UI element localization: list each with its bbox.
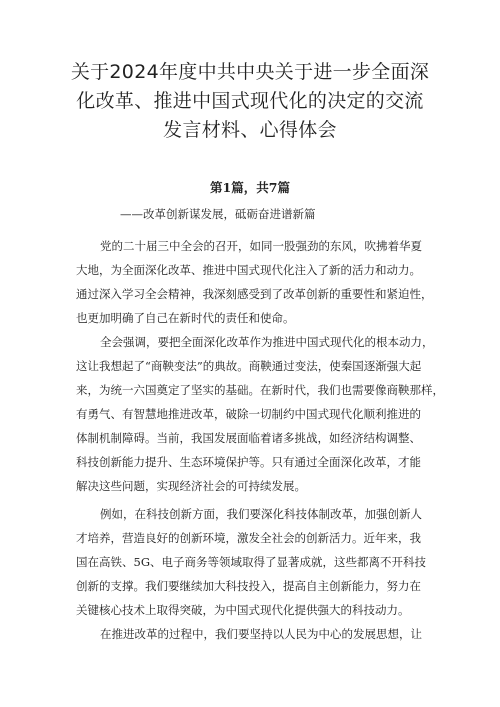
paragraph-line: 才培养，营造良好的创新环境，激发全社会的创新活力。近年来，我 bbox=[76, 531, 421, 545]
title-line-3: 发言材料、心得体会 bbox=[163, 119, 337, 141]
paragraph-line: 体制机制障碍。当前，我国发展面临着诸多挑战，如经济结构调整、 bbox=[76, 431, 421, 445]
paragraph-line: 在推进改革的过程中，我们要坚持以人民为中心的发展思想，让 bbox=[100, 627, 422, 641]
paragraph-line: 有勇气、有智慧地推进改革，破除一切制约中国式现代化顺利推进的 bbox=[76, 407, 421, 421]
paragraph-line: 科技创新能力提升、生态环境保护等。只有通过全面深化改革，才能 bbox=[76, 455, 421, 469]
paragraph-line: 也更加明确了自己在新时代的责任和使命。 bbox=[76, 311, 295, 325]
paragraph-line: 创新的支撑。我们要继续加大科技投入，提高自主创新能力，努力在 bbox=[76, 579, 421, 593]
document-title bbox=[60, 58, 440, 145]
part-label: 第1篇，共7篇 bbox=[210, 180, 290, 195]
paragraph-line: 这让我想起了“商鞅变法”的典故。商鞅通过变法，使秦国逐渐强大起 bbox=[76, 359, 422, 373]
paragraph-3 bbox=[76, 502, 434, 622]
paragraph-line: 通过深入学习全会精神，我深刻感受到了改革创新的重要性和紧迫性， bbox=[76, 287, 433, 301]
paragraph-line: 国在高铁、5G、电子商务等领域取得了显著成就，这些都离不开科技 bbox=[76, 555, 426, 569]
paragraph-line: 党的二十届三中全会的召开，如同一股强劲的东风，吹拂着华夏 bbox=[100, 239, 422, 253]
article-subtitle: ——改革创新谋发展，砥砺奋进谱新篇 bbox=[120, 207, 316, 221]
paragraph-line: 解决这些问题，实现经济社会的可持续发展。 bbox=[76, 479, 306, 493]
paragraph-line: 全会强调，要把全面深化改革作为推进中国式现代化的根本动力， bbox=[100, 335, 434, 349]
paragraph-line: 例如，在科技创新方面，我们要深化科技体制改革，加强创新人 bbox=[100, 507, 422, 521]
paragraph-4 bbox=[76, 622, 434, 646]
title-line-1: 关于2024年度中共中央关于进一步全面深 bbox=[70, 61, 430, 83]
paragraph-line: 来，为统一六国奠定了坚实的基础。在新时代，我们也需要像商鞅那样， bbox=[76, 383, 444, 397]
paragraph-line: 大地，为全面深化改革、推进中国式现代化注入了新的活力和动力。 bbox=[76, 263, 421, 277]
paragraph-1 bbox=[76, 234, 434, 330]
title-line-2: 化改革、推进中国式现代化的决定的交流 bbox=[76, 90, 424, 112]
paragraph-line: 关键核心技术上取得突破，为中国式现代化提供强大的科技动力。 bbox=[76, 603, 410, 617]
paragraph-2 bbox=[76, 330, 444, 498]
